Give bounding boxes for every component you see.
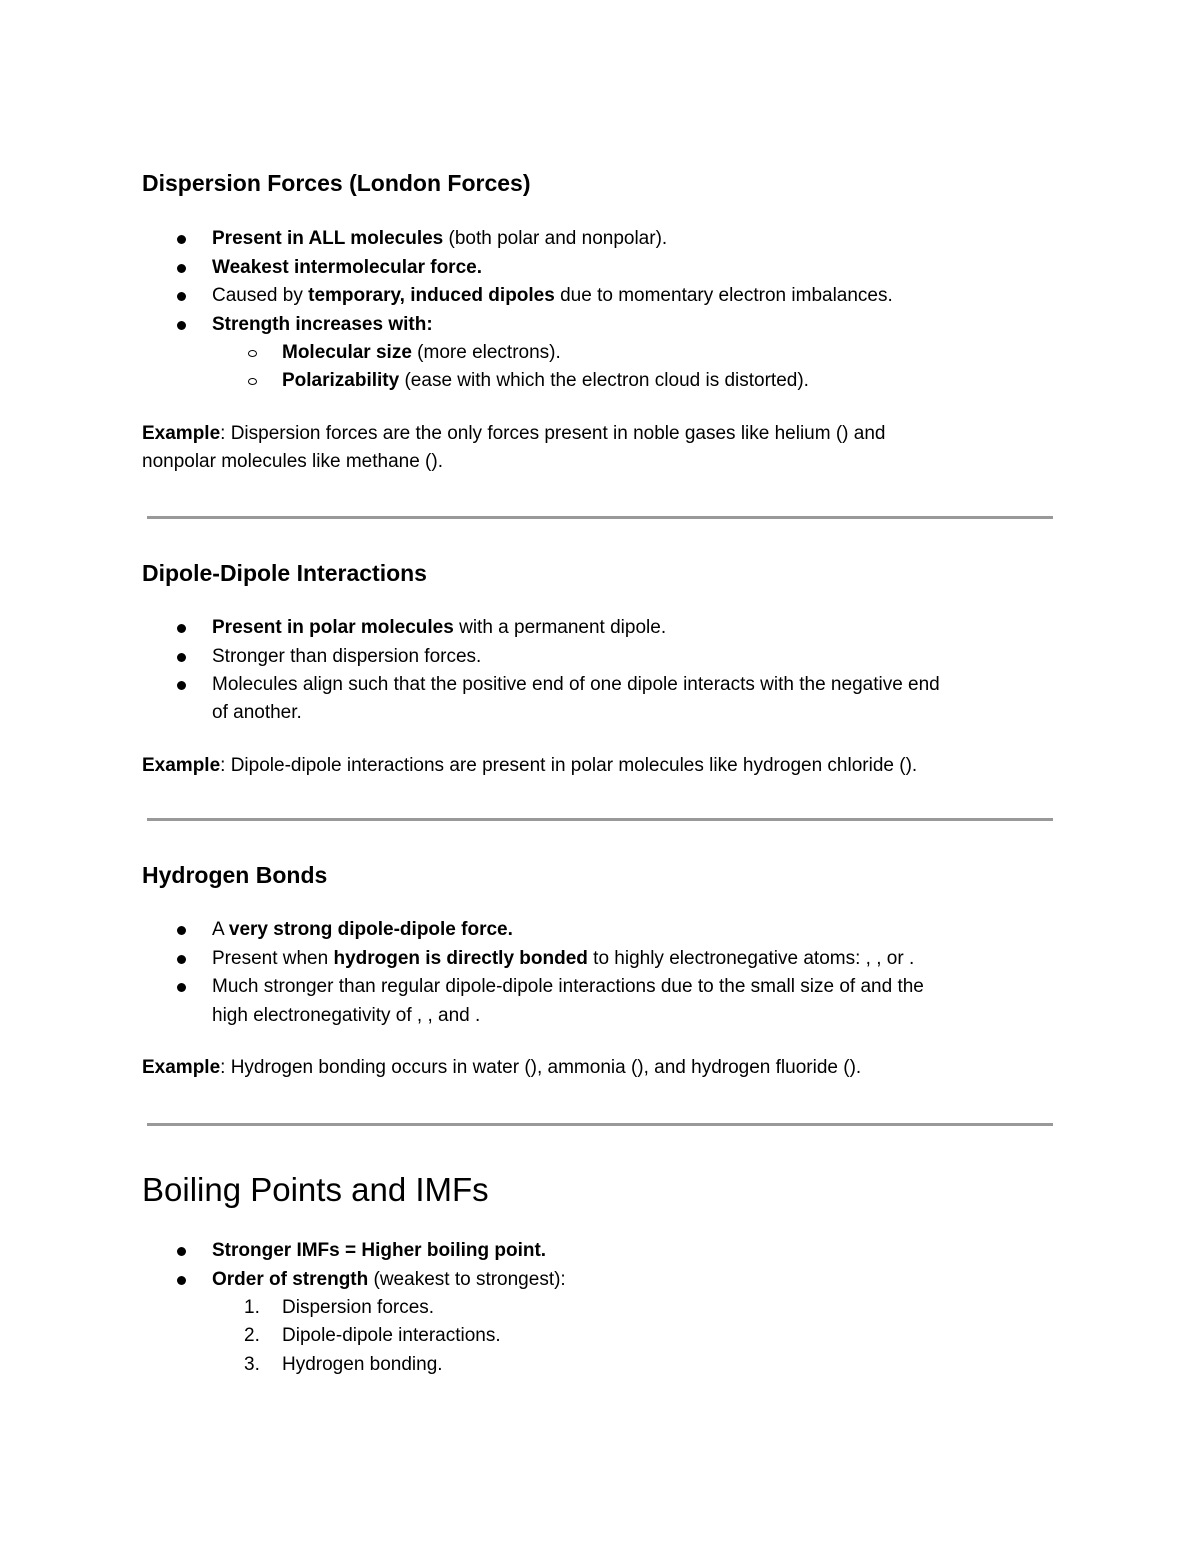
list-item: Stronger than dispersion forces.: [212, 646, 482, 667]
horizontal-rule: [147, 818, 1053, 821]
sub-list-item: Polarizability (ease with which the electron cloud is distorted).: [282, 370, 809, 391]
ordered-list-item: Hydrogen bonding.: [282, 1354, 443, 1375]
bullet-icon: [177, 235, 186, 244]
example-paragraph: Example: Dipole-dipole interactions are present in polar molecules like hydrogen chloride ().: [142, 755, 918, 776]
sub-list-item: Molecular size (more electrons).: [282, 342, 561, 363]
list-item-continued: high electronegativity of , , and .: [212, 1005, 481, 1026]
bullet-icon: [177, 681, 186, 690]
section-heading-hydrogen: Hydrogen Bonds: [142, 862, 328, 888]
bullet-icon: [177, 264, 186, 273]
section-heading-boiling: Boiling Points and IMFs: [142, 1171, 489, 1208]
section-heading-dispersion: Dispersion Forces (London Forces): [142, 170, 531, 196]
list-item: Present in ALL molecules (both polar and nonpolar).: [212, 228, 668, 249]
horizontal-rule: [147, 516, 1053, 519]
list-item: Molecules align such that the positive end of one dipole interacts with the negative end: [212, 674, 940, 695]
bullet-icon: [177, 983, 186, 992]
list-item: Order of strength (weakest to strongest):: [212, 1269, 566, 1290]
example-paragraph-continued: nonpolar molecules like methane ().: [142, 451, 443, 472]
bullet-icon: [177, 955, 186, 964]
bullet-icon: [177, 653, 186, 662]
bullet-icon: [177, 1276, 186, 1285]
ordered-list-item: Dispersion forces.: [282, 1297, 435, 1318]
sub-bullet-icon: [248, 378, 257, 385]
ordered-number: 2.: [244, 1325, 260, 1346]
list-item: Weakest intermolecular force.: [212, 257, 482, 278]
example-paragraph: Example: Hydrogen bonding occurs in water (), ammonia (), and hydrogen fluoride ().: [142, 1057, 862, 1078]
horizontal-rule: [147, 1123, 1053, 1126]
section-heading-dipole: Dipole-Dipole Interactions: [142, 560, 427, 586]
ordered-number: 1.: [244, 1297, 260, 1318]
list-item: A very strong dipole-dipole force.: [212, 919, 513, 940]
list-item: Present in polar molecules with a permanent dipole.: [212, 617, 667, 638]
list-item-continued: of another.: [212, 702, 302, 723]
list-item: Stronger IMFs = Higher boiling point.: [212, 1240, 547, 1261]
bullet-icon: [177, 321, 186, 330]
ordered-number: 3.: [244, 1354, 260, 1375]
example-paragraph: Example: Dispersion forces are the only forces present in noble gases like helium () and: [142, 423, 886, 444]
list-item: Strength increases with:: [212, 314, 433, 335]
bullet-icon: [177, 624, 186, 633]
sub-bullet-icon: [248, 350, 257, 357]
list-item: Much stronger than regular dipole-dipole interactions due to the small size of and the: [212, 976, 924, 997]
ordered-list-item: Dipole-dipole interactions.: [282, 1325, 501, 1346]
list-item: Present when hydrogen is directly bonded to highly electronegative atoms: , , or .: [212, 948, 915, 969]
bullet-icon: [177, 926, 186, 935]
bullet-icon: [177, 292, 186, 301]
list-item: Caused by temporary, induced dipoles due to momentary electron imbalances.: [212, 285, 893, 306]
bullet-icon: [177, 1247, 186, 1256]
